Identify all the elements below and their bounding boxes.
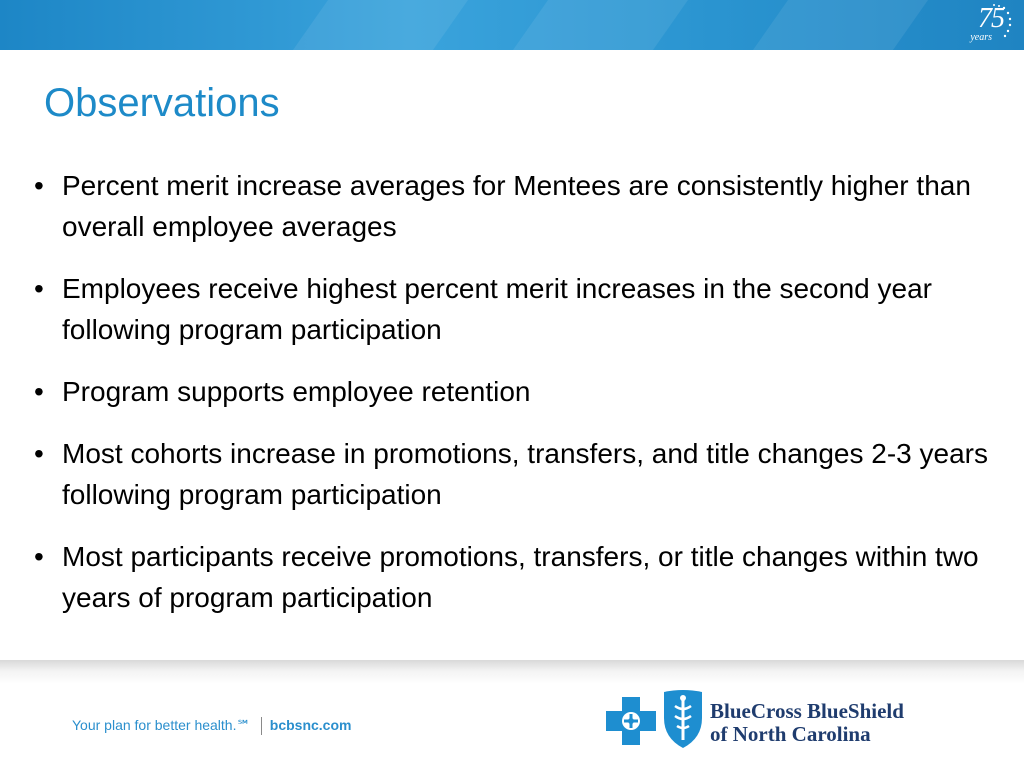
- bullet-marker: •: [34, 541, 44, 572]
- website-link[interactable]: bcbsnc.com: [269, 717, 352, 733]
- anniversary-word: years: [970, 32, 992, 43]
- bullet-marker: •: [34, 438, 44, 469]
- bullet-item: [34, 536, 994, 618]
- bullet-text: Program supports employee retention: [62, 376, 531, 407]
- bullet-item: [34, 165, 994, 247]
- blue-cross-icon: [602, 695, 660, 747]
- bullet-marker: •: [34, 170, 44, 201]
- bullet-item: [34, 433, 994, 515]
- tagline-text: Your plan for better health.℠: [72, 717, 251, 733]
- bullet-text: Most cohorts increase in promotions, transfers, and title changes 2-3 years following program participation: [62, 438, 988, 510]
- bullet-list: [34, 165, 994, 639]
- bullet-text: Employees receive highest percent merit increases in the second year following program participation: [62, 273, 932, 345]
- bullet-item: [34, 371, 994, 412]
- anniversary-logo: [958, 0, 1014, 50]
- bullet-text: Most participants receive promotions, transfers, or title changes within two years of program participation: [62, 541, 979, 613]
- brand-line-2: of North Carolina: [710, 722, 871, 746]
- tagline-separator: [261, 717, 262, 735]
- blue-shield-icon: [660, 688, 706, 750]
- header-streak: [258, 0, 482, 50]
- footer-divider: [0, 660, 1024, 684]
- brand-line-1: BlueCross BlueShield: [710, 699, 904, 723]
- header-streak: [478, 0, 702, 50]
- brand-name: [710, 700, 904, 746]
- anniversary-number: 75: [978, 3, 1004, 34]
- bullet-item: [34, 268, 994, 350]
- slide-title: Observations: [44, 81, 280, 125]
- footer-tagline: [72, 715, 351, 735]
- header-band: [0, 0, 1024, 50]
- header-streak: [718, 0, 942, 50]
- bullet-marker: •: [34, 376, 44, 407]
- bullet-marker: •: [34, 273, 44, 304]
- bullet-text: Percent merit increase averages for Mentees are consistently higher than overall employee averages: [62, 170, 971, 242]
